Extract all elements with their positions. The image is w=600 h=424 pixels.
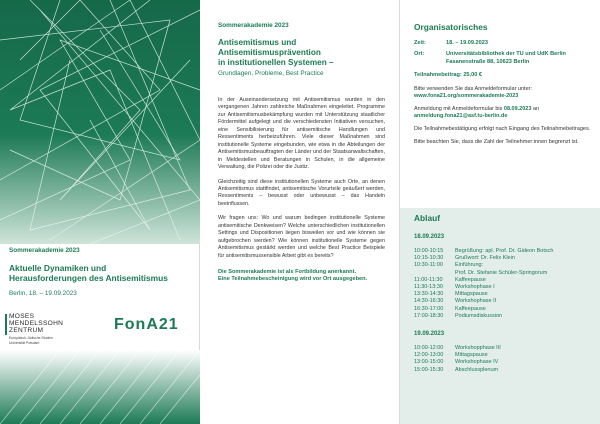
schedule-row bbox=[414, 248, 594, 255]
location-value bbox=[446, 51, 586, 66]
schedule-time: 13:30-14:30 bbox=[414, 291, 444, 298]
mmz-logo bbox=[9, 313, 79, 345]
schedule-row bbox=[414, 262, 594, 269]
intro-subtitle: Grundlagen, Probleme, Best Practice bbox=[218, 70, 324, 77]
intro-panel bbox=[200, 0, 400, 424]
deadline-text-1: Anmeldung mit Anmeldeformular bis bbox=[414, 106, 503, 113]
intro-title-line2: in institutionellen Systemen – bbox=[218, 58, 334, 67]
fee: Teilnahmebeitrag: 25,00 € bbox=[414, 72, 482, 79]
schedule-row bbox=[414, 352, 594, 359]
mmz-logo-sub2: Universität Potsdam bbox=[9, 340, 40, 345]
intro-paragraph-2: Gleichzeitig sind diese institutionellen Systeme auch Orte, an denen Antisemitismus stattfindet, antisemitische Vorurteile geäußert werden, Ressentiments – bewusst oder unbewusst – das Handeln beeinflussen. bbox=[218, 178, 385, 207]
org-title: Organisatorisches bbox=[414, 22, 488, 32]
schedule-row bbox=[414, 277, 594, 284]
registration-email-link[interactable]: anmeldung.fona21@asf.tu-berlin.de bbox=[414, 113, 508, 120]
deadline-text bbox=[414, 106, 592, 113]
schedule-time: 10:00-10:15 bbox=[414, 248, 444, 254]
mmz-logo-line1: MOSES bbox=[9, 313, 35, 320]
intro-paragraph-1: In der Auseinandersetzung mit Antisemitismus wurden in den vergangenen Jahren zahlreiche Maßnahmen eingeleitet. Programme zur Antisemitismusbekämpfung wurden mit Unterstützung staatlicher Fördermittel aufgelegt und die verschiedensten Initiativen versuchen, eine Sensibilisierung für antisemitische Handlungen und Ressentiments herbeizuführen. Viele dieser Maßnahmen sind institutionelle Systeme eingebunden, wie etwa in die Abteilungen der Antisemitismusbeauftragten der Länder und der Staatsanwaltschaften, in Meldestellen und Beratungen in Schulen, in die allgemeine Verwaltung, die Polizei oder die Justiz. bbox=[218, 97, 385, 171]
decorative-line-art bbox=[0, 0, 200, 244]
schedule-row bbox=[414, 270, 594, 277]
intro-paragraph-3: Wir fragen uns: Wo und warum bedingen institutionelle Systeme antisemitische Denkweisen? Welche unterschiedlichen institutionellen Settings und Dispositionen liegen bisweilen vor und wie können sie aufgebrochen werden? Wie können institutionelle Systeme gegen Antisemitismus gestärkt werden und welche Best Practice Beispiele für antisemitismussensible Arbeit gibt es bereits? bbox=[218, 215, 385, 259]
day1-schedule bbox=[414, 248, 594, 320]
schedule-time: 10:00-12:00 bbox=[414, 345, 444, 352]
cover-title-line1: Aktuelle Dynamiken und bbox=[9, 263, 107, 273]
schedule-event: Mittagspause bbox=[455, 291, 488, 298]
schedule-row bbox=[414, 367, 594, 374]
location-line1: Universitätsbibliothek der TU und UdK Berlin bbox=[446, 51, 566, 58]
location-line2: Fasanenstraße 88, 10623 Berlin bbox=[446, 58, 530, 65]
info-panel bbox=[400, 0, 600, 424]
deadline-date: 08.09.2023 bbox=[503, 106, 532, 113]
certification-note-line1: Die Sommerakademie ist als Fortbildung anerkannt. bbox=[218, 269, 357, 276]
limit-text: Bitte beachten Sie, dass die Zahl der Teilnehmer:innen begrenzt ist. bbox=[414, 138, 579, 145]
decorative-stripes bbox=[0, 350, 200, 424]
schedule-row bbox=[414, 359, 594, 366]
cover-title-line2: Herausforderungen des Antisemitismus bbox=[9, 273, 168, 283]
schedule-row bbox=[414, 255, 594, 262]
schedule-time: 12:00-13:00 bbox=[414, 352, 444, 359]
schedule-row bbox=[414, 298, 594, 305]
schedule-row bbox=[414, 291, 594, 298]
schedule-title: Ablauf bbox=[414, 213, 441, 223]
cover-kicker: Sommerakademie 2023 bbox=[9, 247, 80, 254]
intro-title bbox=[218, 38, 385, 68]
schedule-section bbox=[400, 208, 600, 424]
schedule-event: Kaffeepause bbox=[455, 305, 486, 312]
schedule-time: 15:00-15:30 bbox=[414, 366, 444, 373]
deadline-text-2: an bbox=[532, 106, 540, 113]
day1-date: 18.09.2023 bbox=[414, 234, 445, 240]
schedule-time bbox=[414, 270, 455, 277]
schedule-row bbox=[414, 345, 594, 352]
cover-text bbox=[9, 247, 194, 297]
location-row bbox=[414, 51, 592, 66]
schedule-event: Workshophase I bbox=[455, 284, 495, 291]
schedule-time: 13:00-15:00 bbox=[414, 359, 444, 366]
schedule-row bbox=[414, 284, 594, 291]
schedule-event: Workshophase II bbox=[455, 298, 497, 305]
logo-row bbox=[9, 313, 194, 345]
schedule-time: 10:15-10:30 bbox=[414, 255, 444, 262]
cover-panel bbox=[0, 0, 200, 424]
day2-date: 19.09.2023 bbox=[414, 331, 445, 338]
schedule-event: Workshophase IV bbox=[455, 359, 499, 366]
cover-title bbox=[9, 263, 194, 283]
form-url-link[interactable]: www.fona21.org/sommerakademie-2023 bbox=[414, 92, 519, 99]
mmz-logo-line3: ZENTRUM bbox=[9, 327, 44, 335]
organisational-section bbox=[414, 22, 592, 146]
cover-dates: Berlin, 18. – 19.09.2023 bbox=[9, 290, 77, 297]
location-label: Ort: bbox=[414, 51, 425, 58]
schedule-event: Einführung: bbox=[455, 262, 484, 269]
schedule-time: 17:00-18:30 bbox=[414, 312, 444, 319]
schedule-time: 14:30-16:30 bbox=[414, 298, 444, 305]
schedule-time: 11:00-11:30 bbox=[414, 276, 443, 283]
intro-title-line1: Antisemitismus und Antisemitismusprävention bbox=[218, 38, 321, 57]
intro-kicker: Sommerakademie 2023 bbox=[218, 22, 289, 29]
certification-note-line2: Eine Teilnahmebescheinigung wird vor Ort ausgegeben. bbox=[218, 276, 368, 283]
mmz-logo-line2: MENDELSSOHN bbox=[9, 320, 64, 328]
schedule-time: 16:30-17:00 bbox=[414, 305, 444, 312]
mmz-logo-sub1: Europäisch-Jüdische Studien bbox=[9, 335, 53, 340]
fona21-logo: FonA21 bbox=[114, 316, 179, 333]
day2-schedule bbox=[414, 345, 594, 374]
schedule-time: 10:30-11:00 bbox=[414, 262, 443, 269]
schedule-event: Prof. Dr. Stefanie Schüler-Springorum bbox=[455, 269, 548, 276]
schedule-event: Mittagspause bbox=[455, 352, 488, 359]
schedule-event: Begrüßung: apl. Prof. Dr. Gideon Botsch bbox=[455, 248, 554, 254]
schedule-row bbox=[414, 306, 594, 313]
form-text: Bitte verwenden Sie das Anmeldeformular unter: bbox=[414, 85, 533, 92]
schedule-event: Podiumsdiskussion bbox=[455, 312, 503, 319]
time-label: Zeit: bbox=[414, 40, 426, 46]
schedule-row bbox=[414, 313, 594, 320]
intro-body bbox=[218, 97, 385, 260]
schedule-event: Abschlussplenum bbox=[455, 366, 499, 373]
schedule-event: Grußwort: Dr. Felix Klein bbox=[455, 255, 515, 262]
time-value: 18. – 19.09.2023 bbox=[446, 40, 488, 46]
schedule-event: Kaffeepause bbox=[455, 276, 486, 283]
mmz-logo-bar bbox=[5, 314, 7, 335]
schedule-event: Workshopphase III bbox=[455, 345, 501, 352]
certification-note bbox=[218, 269, 385, 283]
time-row bbox=[414, 40, 592, 47]
schedule-time: 11:30-13:30 bbox=[414, 284, 443, 291]
confirmation-text: Die Teilnahmebestätigung erfolgt nach Eingang des Teilnahmebeitrages. bbox=[414, 126, 591, 133]
